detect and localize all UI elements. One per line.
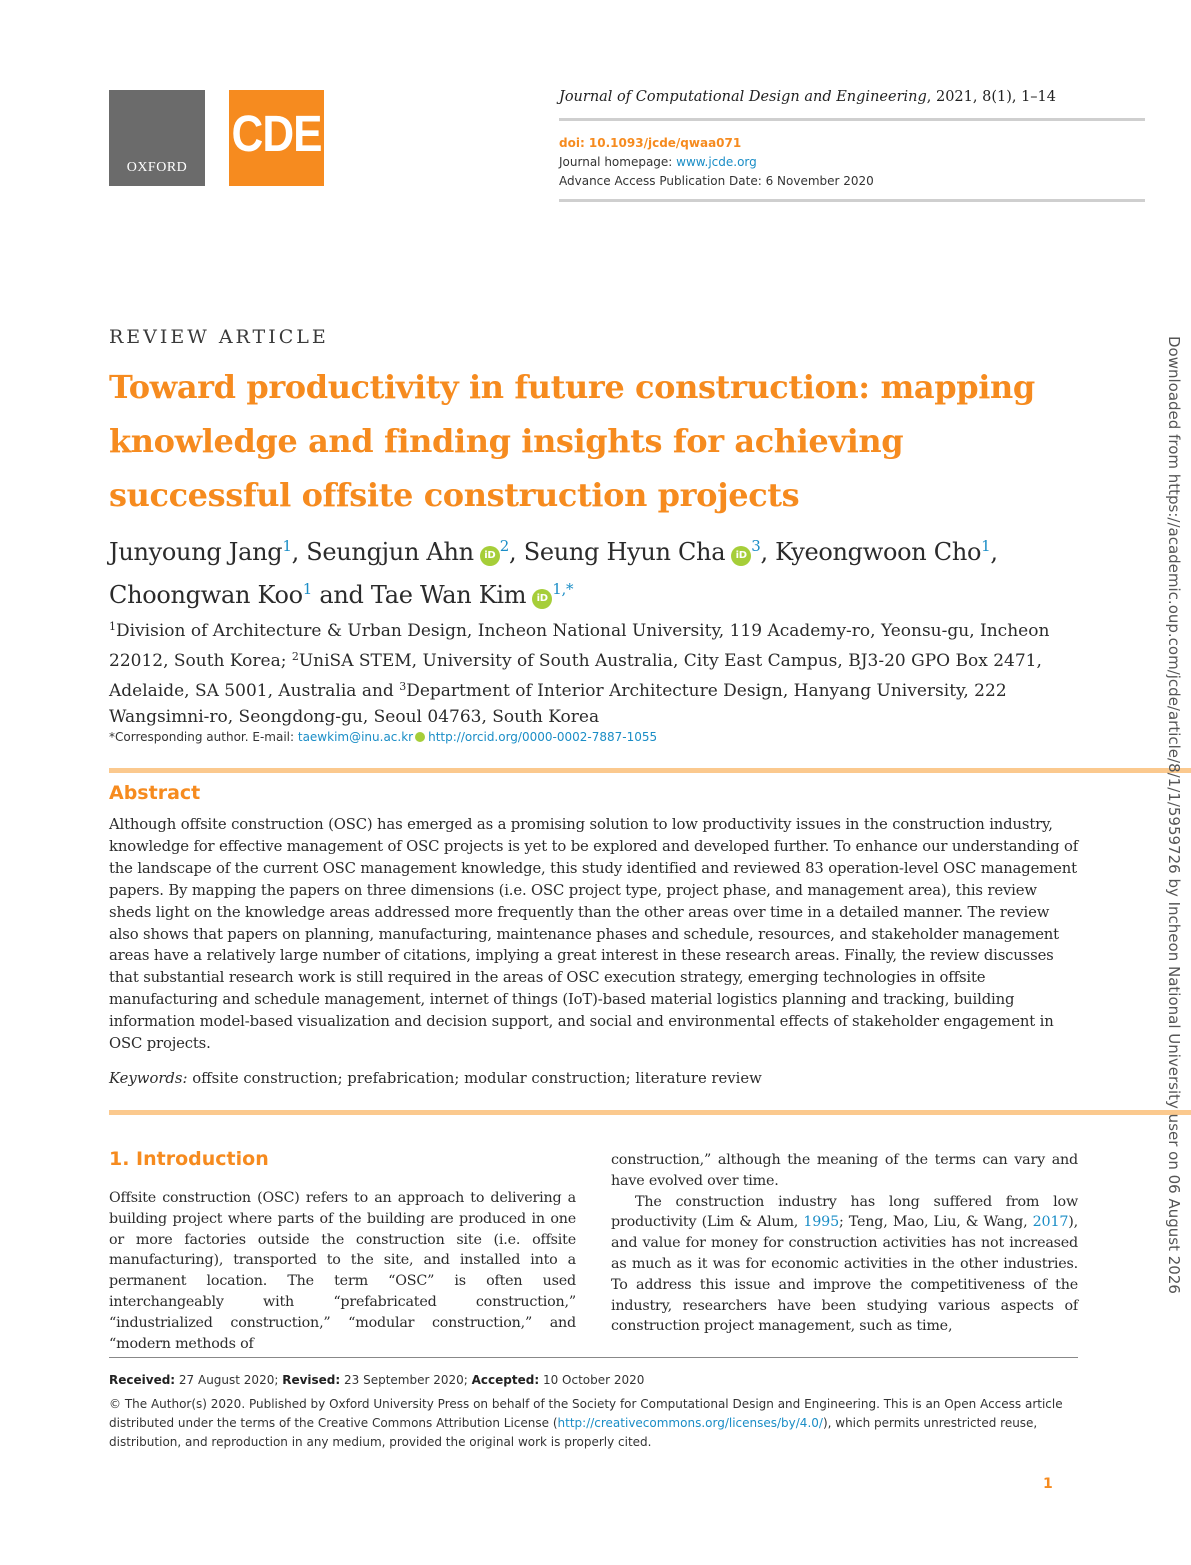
orcid-icon[interactable]: iD [532,589,552,609]
journal-homepage [559,155,757,169]
author-name: , Seung Hyun Cha [509,538,726,566]
intro-paragraph [611,1192,1078,1338]
orcid-icon[interactable] [415,732,425,742]
received-label: Received: [109,1373,176,1387]
corresponding-label: *Corresponding author. E-mail: [109,730,298,744]
orcid-icon[interactable]: iD [731,546,751,566]
footer-rule [109,1357,1078,1358]
license-text: © The Author(s) 2020. Published by Oxford University Press on behalf of the Society for Computational Design and Engineering. This is an Open Access article distributed under the terms of the Creative Commons Attribution License ( [109,1397,1063,1430]
affiliation-ref[interactable]: 2 [499,537,510,555]
keywords-list: offsite construction; prefabrication; modular construction; literature review [187,1070,762,1087]
oxford-logo [109,90,205,186]
author-list [109,528,1109,614]
affiliation-ref[interactable]: 1,* [552,580,574,598]
orcid-icon[interactable]: iD [480,546,500,566]
affiliation-number: 3 [399,680,407,693]
keywords [109,1070,762,1087]
author-name: , Seungjun Ahn [291,538,474,566]
homepage-link[interactable]: www.jcde.org [676,155,757,169]
intro-text: The construction industry has long suffered from low productivity (Lim & Alum, [611,1193,1078,1231]
oxford-logo-text: OXFORD [126,160,188,175]
article-type: REVIEW ARTICLE [109,326,329,348]
homepage-label: Journal homepage: [559,155,677,169]
header-rule-top [559,118,1145,121]
header-rule-bottom [559,199,1145,202]
section-heading-introduction: 1. Introduction [109,1148,269,1170]
accepted-label: Accepted: [471,1373,540,1387]
abstract-heading: Abstract [109,782,201,804]
affiliations [109,614,1089,730]
revised-label: Revised: [282,1373,341,1387]
author-name: and Tae Wan Kim [312,581,527,609]
accepted-date: 10 October 2020 [539,1373,645,1387]
author-name: , Kyeongwoon Cho [760,538,982,566]
journal-citation [559,89,1145,105]
article-title: Toward productivity in future construction: mapping knowledge and finding insights for achieving successful offsite construction projects [109,368,1035,514]
keywords-label: Keywords: [109,1070,188,1087]
email-link[interactable]: taewkim@inu.ac.kr [297,730,414,744]
journal-issue: , 2021, 8(1), 1–14 [926,89,1057,105]
affiliation-ref[interactable]: 1 [302,580,313,598]
cde-logo-text: CDE [231,106,322,163]
intro-text: ; Teng, Mao, Liu, & Wang, [838,1214,1033,1231]
history-dates [109,1371,1079,1390]
orcid-link[interactable]: http://orcid.org/0000-0002-7887-1055 [428,730,658,744]
intro-text: ), and value for money for construction activities has not increased as much as it was for economic activities in the other industries. To address this issue and improve the competitiveness of the industry, researchers have been studying various aspects of construction project management, such as time, [611,1214,1078,1335]
affiliation-text: Division of Architecture & Urban Design, Incheon National University, 119 Academy-ro, Yeonsu-gu, Incheon 22012, South Korea; [109,621,1050,671]
affiliation-text: Department of Interior Architecture Design, Hanyang University, 222 Wangsimni-ro, Seongdong-gu, Seoul 04763, South Korea [109,681,1007,727]
corresponding-author [109,730,657,744]
affiliation-ref[interactable]: 1 [981,537,991,555]
affiliation-text: UniSA STEM, University of South Australia, City East Campus, BJ3-20 GPO Box 2471, Adelaide, SA 5001, Australia and [109,651,1042,701]
author-name: Choongwan Koo [109,581,303,609]
author-separator: , [990,538,998,566]
abstract-rule-top [109,768,1191,773]
cde-logo [229,90,324,186]
author-name: Junyoung Jang [109,538,283,566]
license-note [109,1395,1079,1452]
abstract-text: Although offsite construction (OSC) has emerged as a promising solution to low productivity issues in the construction industry, knowledge for effective management of OSC projects is yet to be explored and developed further. To enhance our understanding of the landscape of the current OSC management knowledge, this study identified and reviewed 83 operation-level OSC management papers. By mapping the papers on three dimensions (i.e. OSC project type, project phase, and management area), this review sheds light on the knowledge areas addressed more frequently than the other areas over time in a detailed manner. The review also shows that papers on planning, manufacturing, maintenance phases and schedule, resources, and stakeholder management areas have a relatively large number of citations, implying a great interest in these research areas. Finally, the review discusses that substantial research work is still required in the areas of OSC execution strategy, emerging technologies in offsite manufacturing and schedule management, internet of things (IoT)-based material logistics planning and tracking, building information model-based visualization and decision support, and social and environmental effects of stakeholder engagement in OSC projects. [109,816,1079,1053]
journal-name: Journal of Computational Design and Engineering [559,89,927,105]
citation-link[interactable]: 2017 [1032,1214,1069,1231]
license-link[interactable]: http://creativecommons.org/licenses/by/4.0/ [557,1416,823,1430]
revised-date: 23 September 2020; [340,1373,472,1387]
affiliation-ref[interactable]: 1 [282,537,292,555]
intro-column-left: Offsite construction (OSC) refers to an approach to delivering a building project where parts of the building are produced in one or more factories outside the construction site (i.e. offsite manufacturing), transported to the site, and installed into a permanent location. The term “OSC” is often used interchangeably with “prefabricated construction,” “industrialized construction,” “modular construction,” and “modern methods of [109,1190,576,1352]
affiliation-number: 1 [109,620,116,633]
download-watermark: Downloaded from https://academic.oup.com/jcde/article/8/1/1/5959726 by Incheon National University user on 06 August 2026 [1165,336,1183,1294]
license-text: ), which permits unrestricted reuse, distribution, and reproduction in any medium, provided the original work is properly cited. [109,1416,1038,1449]
publication-date: Advance Access Publication Date: 6 November 2020 [559,174,874,188]
intro-column-right [611,1150,1078,1337]
abstract-rule-bottom [109,1110,1191,1115]
affiliation-number: 2 [291,650,299,663]
page-number: 1 [1043,1476,1053,1492]
doi-link[interactable]: doi: 10.1093/jcde/qwaa071 [559,136,742,150]
affiliation-ref[interactable]: 3 [751,537,761,555]
citation-link[interactable]: 1995 [803,1214,839,1231]
intro-paragraph: construction,” although the meaning of the terms can vary and have evolved over time. [611,1152,1078,1189]
received-date: 27 August 2020; [175,1373,283,1387]
